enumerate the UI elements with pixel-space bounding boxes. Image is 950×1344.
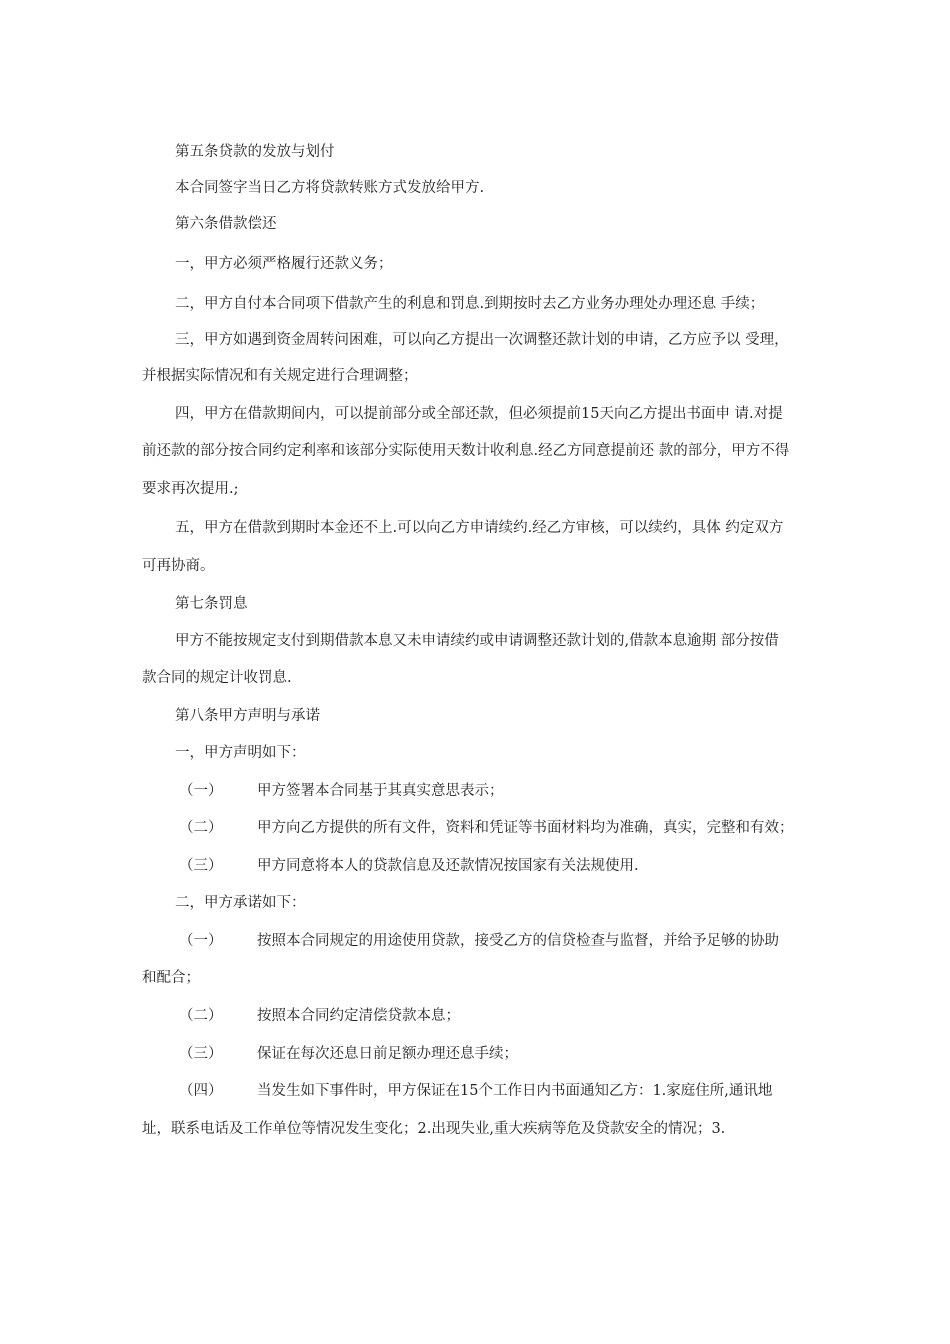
- list-item-number: （三）: [179, 1046, 223, 1062]
- section-heading: 二，甲方承诺如下：: [175, 895, 306, 911]
- paragraph: 五，甲方在借款到期时本金还不上.可以向乙方申请续约.经乙方审核，可以续约，具体 约定双方: [175, 520, 784, 536]
- paragraph-continuation: 和配合；: [142, 970, 200, 986]
- list-item-number: （二）: [179, 1008, 223, 1024]
- article-7-heading: 第七条罚息: [175, 596, 248, 612]
- list-item-text: 当发生如下事件时，甲方保证在15个工作日内书面通知乙方：1.家庭住所,通讯地: [257, 1083, 773, 1099]
- list-item-number: （三）: [179, 858, 223, 874]
- list-item-text: 甲方向乙方提供的所有文件，资料和凭证等书面材料均为准确，真实，完整和有效；: [257, 820, 794, 836]
- article-5-heading: 第五条贷款的发放与划付: [175, 144, 335, 160]
- paragraph-continuation: 并根据实际情况和有关规定进行合理调整；: [142, 368, 418, 384]
- list-item-number: （二）: [179, 820, 223, 836]
- list-item-text: 甲方同意将本人的贷款信息及还款情况按国家有关法规使用.: [257, 858, 639, 874]
- article-8-heading: 第八条甲方声明与承诺: [175, 708, 320, 724]
- paragraph-continuation: 要求再次提用.;: [142, 481, 239, 497]
- paragraph-continuation: 前还款的部分按合同约定利率和该部分实际使用天数计收利息.经乙方同意提前还 款的部分，甲方不得: [142, 443, 790, 459]
- paragraph-continuation: 可再协商。: [142, 558, 215, 574]
- list-item-number: （四）: [179, 1083, 223, 1099]
- paragraph-continuation: 址，联系电话及工作单位等情况发生变化；2.出现失业,重大疾病等危及贷款安全的情况；3.: [142, 1121, 726, 1137]
- paragraph-continuation: 款合同的规定计收罚息.: [142, 670, 292, 686]
- paragraph: 甲方不能按规定支付到期借款本息又未申请续约或申请调整还款计划的,借款本息逾期 部分按借: [175, 633, 779, 649]
- list-item-text: 甲方签署本合同基于其真实意思表示；: [257, 783, 504, 799]
- list-item-number: （一）: [179, 933, 223, 949]
- paragraph: 本合同签字当日乙方将贷款转账方式发放给甲方.: [175, 180, 485, 196]
- paragraph: 三，甲方如遇到资金周转问困难，可以向乙方提出一次调整还款计划的申请，乙方应予以 受理，: [175, 332, 789, 348]
- list-item-text: 保证在每次还息日前足额办理还息手续；: [257, 1046, 518, 1062]
- list-item-number: （一）: [179, 783, 223, 799]
- article-6-heading: 第六条借款偿还: [175, 216, 277, 232]
- paragraph: 一，甲方必须严格履行还款义务；: [175, 256, 393, 272]
- paragraph: 二，甲方自付本合同项下借款产生的利息和罚息.到期按时去乙方业务办理处办理还息 手续；: [175, 296, 765, 312]
- list-item-text: 按照本合同规定的用途使用贷款，接受乙方的信贷检查与监督，并给予足够的协助: [257, 933, 779, 949]
- paragraph: 四，甲方在借款期间内，可以提前部分或全部还款，但必须提前15天向乙方提出书面申 请.对提: [175, 406, 783, 422]
- section-heading: 一，甲方声明如下：: [175, 745, 306, 761]
- list-item-text: 按照本合同约定清偿贷款本息；: [257, 1008, 460, 1024]
